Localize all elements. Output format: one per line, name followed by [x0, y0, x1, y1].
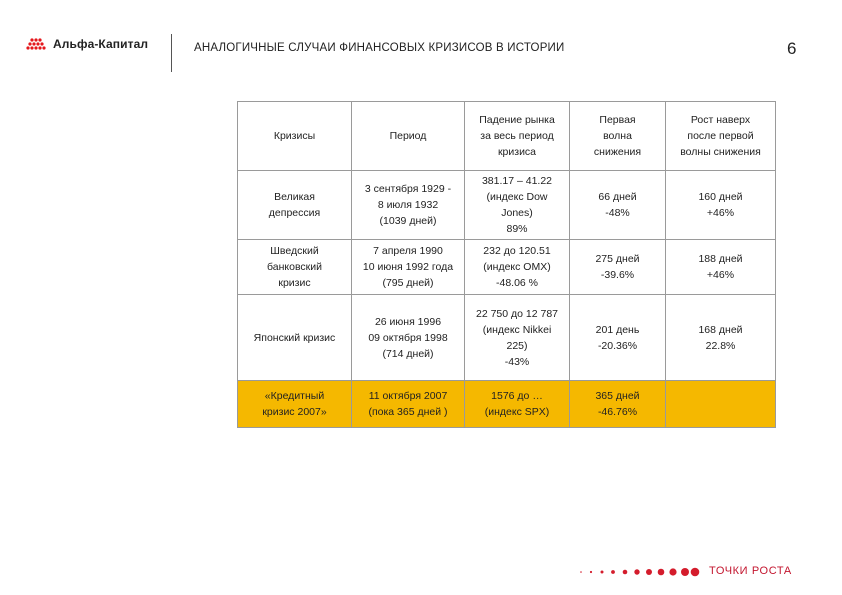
cell-crisis: «Кредитный кризис 2007» — [238, 381, 352, 428]
cell-fall: 232 до 120.51 (индекс OMX) -48.06 % — [465, 240, 570, 295]
cell-rise: 168 дней 22.8% — [666, 295, 776, 381]
cell-rise: 160 дней +46% — [666, 171, 776, 240]
alfa-dots-icon — [26, 38, 48, 50]
footer-slogan: ТОЧКИ РОСТА — [709, 565, 792, 577]
header-divider — [171, 34, 172, 72]
cell-first-wave: 365 дней -46.76% — [570, 381, 666, 428]
cell-crisis: Японский кризис — [238, 295, 352, 381]
cell-period: 7 апреля 1990 10 июня 1992 года (795 дней) — [352, 240, 465, 295]
cell-first-wave: 66 дней -48% — [570, 171, 666, 240]
column-header-first-wave: Первая волна снижения — [570, 102, 666, 171]
table-row — [238, 295, 776, 381]
growth-dots-icon — [578, 566, 700, 578]
column-header-fall: Падение рынка за весь период кризиса — [465, 102, 570, 171]
brand-name: Альфа-Капитал — [53, 37, 149, 51]
cell-first-wave: 201 день -20.36% — [570, 295, 666, 381]
cell-rise: 188 дней +46% — [666, 240, 776, 295]
column-header-crisis: Кризисы — [238, 102, 352, 171]
column-header-period: Период — [352, 102, 465, 171]
brand-logo — [26, 37, 148, 51]
table-row — [238, 240, 776, 295]
page-number: 6 — [787, 39, 797, 58]
table-row-highlighted — [238, 381, 776, 428]
cell-crisis: Великая депрессия — [238, 171, 352, 240]
crisis-table — [237, 101, 776, 428]
cell-crisis: Шведский банковский кризис — [238, 240, 352, 295]
page-title: АНАЛОГИЧНЫЕ СЛУЧАИ ФИНАНСОВЫХ КРИЗИСОВ В ИСТОРИИ — [194, 42, 565, 54]
table-header-row — [238, 102, 776, 171]
cell-period: 11 октября 2007 (пока 365 дней ) — [352, 381, 465, 428]
cell-first-wave: 275 дней -39.6% — [570, 240, 666, 295]
column-header-rise: Рост наверх после первой волны снижения — [666, 102, 776, 171]
table-row — [238, 171, 776, 240]
cell-fall: 1576 до … (индекс SPX) — [465, 381, 570, 428]
cell-fall: 381.17 – 41.22 (индекс Dow Jones) 89% — [465, 171, 570, 240]
cell-rise-empty — [666, 381, 776, 428]
cell-period: 3 сентября 1929 - 8 июля 1932 (1039 дней) — [352, 171, 465, 240]
cell-period: 26 июня 1996 09 октября 1998 (714 дней) — [352, 295, 465, 381]
cell-fall: 22 750 до 12 787 (индекс Nikkei 225) -43% — [465, 295, 570, 381]
